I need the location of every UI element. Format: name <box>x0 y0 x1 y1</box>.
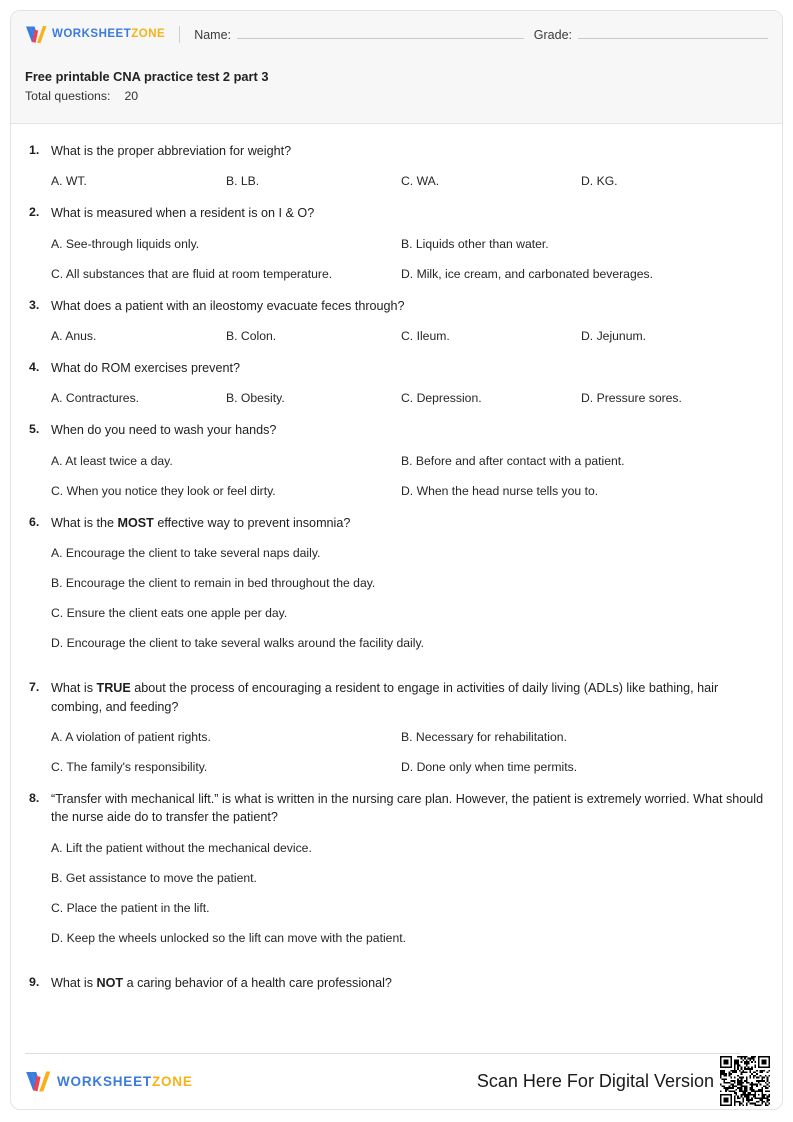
answer-options <box>51 328 764 345</box>
answer-option[interactable]: B. Necessary for rehabilitation. <box>401 729 567 744</box>
answer-option[interactable]: A. Encourage the client to take several naps daily. <box>51 546 321 561</box>
question-text: What does a patient with an ileostomy evacuate feces through? <box>51 298 405 313</box>
question-body <box>51 142 764 190</box>
answer-options <box>51 390 764 407</box>
answer-option[interactable]: B. Get assistance to move the patient. <box>51 870 257 885</box>
question-number: 4. <box>29 360 40 375</box>
question-body <box>51 204 764 282</box>
question-body <box>51 514 764 666</box>
worksheet-header <box>11 11 782 124</box>
answer-option[interactable]: B. Colon. <box>226 328 277 343</box>
header-title-block <box>11 57 782 107</box>
answer-options <box>51 236 764 283</box>
question-item <box>29 679 764 776</box>
question-text: What is NOT a caring behavior of a health care professional? <box>51 975 392 990</box>
name-field-group <box>194 26 524 42</box>
worksheet-zone-logo-icon <box>25 25 47 44</box>
answer-option[interactable]: A. WT. <box>51 174 87 189</box>
answer-option[interactable]: C. When you notice they look or feel dirty. <box>51 483 276 498</box>
question-item <box>29 142 764 190</box>
total-questions-value: 20 <box>124 89 139 104</box>
scan-prompt-text: Scan Here For Digital Version <box>476 1070 714 1091</box>
worksheet-zone-logo-icon <box>25 1070 51 1093</box>
answer-option[interactable]: C. Depression. <box>401 391 482 406</box>
question-body <box>51 679 764 776</box>
question-emphasis: TRUE <box>96 681 131 696</box>
answer-option[interactable]: C. Ensure the client eats one apple per day. <box>51 606 288 621</box>
answer-option[interactable]: D. Jejunum. <box>581 328 647 343</box>
question-body <box>51 974 764 1005</box>
answer-option[interactable]: A. A violation of patient rights. <box>51 729 211 744</box>
worksheet-card <box>10 10 783 1110</box>
header-logo <box>25 25 165 44</box>
question-body <box>51 421 764 499</box>
question-item <box>29 790 764 960</box>
footer-logo-word-zone: ZONE <box>151 1073 193 1089</box>
question-body <box>51 790 764 960</box>
question-body <box>51 359 764 407</box>
answer-option[interactable]: D. When the head nurse tells you to. <box>401 483 599 498</box>
answer-option[interactable]: D. Keep the wheels unlocked so the lift can move with the patient. <box>51 930 406 945</box>
grade-field-group <box>534 26 768 42</box>
total-questions-row <box>25 86 768 107</box>
question-number: 8. <box>29 791 40 806</box>
answer-options <box>51 173 764 190</box>
answer-option[interactable]: C. Ileum. <box>401 328 450 343</box>
footer-logo-text <box>57 1074 193 1089</box>
answer-option[interactable]: D. KG. <box>581 174 618 189</box>
question-number: 1. <box>29 143 40 157</box>
answer-option[interactable]: B. Obesity. <box>226 391 285 406</box>
question-number: 3. <box>29 297 40 312</box>
answer-options <box>51 545 764 652</box>
answer-options <box>51 453 764 500</box>
question-text: What is measured when a resident is on I & O? <box>51 206 315 221</box>
name-input-rule[interactable] <box>237 26 524 39</box>
answer-option[interactable]: A. At least twice a day. <box>51 453 173 468</box>
answer-option[interactable]: D. Done only when time permits. <box>401 759 578 774</box>
answer-option[interactable]: A. Anus. <box>51 328 97 343</box>
answer-option[interactable]: D. Encourage the client to take several walks around the facility daily. <box>51 636 425 651</box>
question-body <box>51 297 764 345</box>
answer-option[interactable]: C. WA. <box>401 174 440 189</box>
question-item <box>29 204 764 282</box>
question-number: 7. <box>29 680 40 695</box>
footer-logo-word-worksheet: WORKSHEET <box>57 1073 152 1089</box>
answer-option[interactable]: A. Contractures. <box>51 391 140 406</box>
name-label: Name: <box>194 28 232 42</box>
header-identity-row <box>11 11 782 57</box>
question-emphasis: MOST <box>117 515 154 530</box>
questions-list <box>11 124 782 1005</box>
question-number: 9. <box>29 974 40 989</box>
question-item <box>29 297 764 345</box>
footer-logo <box>25 1070 193 1093</box>
question-text: What do ROM exercises prevent? <box>51 361 240 376</box>
answer-options <box>51 729 764 776</box>
question-item <box>29 974 764 1005</box>
answer-option[interactable]: A. Lift the patient without the mechanical device. <box>51 840 312 855</box>
answer-option[interactable]: C. Place the patient in the lift. <box>51 900 210 915</box>
answer-option[interactable]: D. Milk, ice cream, and carbonated beverages. <box>401 266 653 281</box>
answer-option[interactable]: A. See-through liquids only. <box>51 236 200 251</box>
answer-option[interactable]: C. The family's responsibility. <box>51 759 208 774</box>
question-text: What is the MOST effective way to prevent insomnia? <box>51 515 351 530</box>
answer-option[interactable]: C. All substances that are fluid at room temperature. <box>51 266 333 281</box>
question-item <box>29 359 764 407</box>
qr-code-icon[interactable] <box>720 1056 770 1106</box>
total-questions-label: Total questions: <box>25 89 111 104</box>
question-number: 6. <box>29 514 40 529</box>
question-text: What is the proper abbreviation for weight? <box>51 144 292 158</box>
question-text: What is TRUE about the process of encouraging a resident to engage in activities of daily living (ADLs) like bathing, hair combing, and feeding? <box>51 681 719 714</box>
question-text: When do you need to wash your hands? <box>51 423 277 438</box>
logo-word-worksheet: WORKSHEET <box>52 28 132 40</box>
page-title: Free printable CNA practice test 2 part 3 <box>25 69 269 84</box>
answer-options <box>51 840 764 947</box>
answer-option[interactable]: B. Liquids other than water. <box>401 236 549 251</box>
answer-option[interactable]: B. Encourage the client to remain in bed throughout the day. <box>51 576 376 591</box>
question-text: “Transfer with mechanical lift.” is what is written in the nursing care plan. However, the patient is extremely worried. What should the nurse aide do to transfer the patient? <box>51 792 764 825</box>
answer-option[interactable]: B. Before and after contact with a patient. <box>401 453 625 468</box>
header-divider <box>179 26 180 43</box>
logo-word-zone: ZONE <box>131 28 166 40</box>
question-item <box>29 421 764 499</box>
question-number: 5. <box>29 422 40 437</box>
grade-input-rule[interactable] <box>578 26 768 39</box>
answer-option[interactable]: B. LB. <box>226 174 260 189</box>
question-item <box>29 514 764 666</box>
answer-option[interactable]: D. Pressure sores. <box>581 391 682 406</box>
worksheet-footer <box>11 1053 782 1109</box>
question-number: 2. <box>29 205 40 220</box>
grade-label: Grade: <box>533 28 572 42</box>
header-logo-text <box>52 28 165 40</box>
question-emphasis: NOT <box>96 975 124 990</box>
